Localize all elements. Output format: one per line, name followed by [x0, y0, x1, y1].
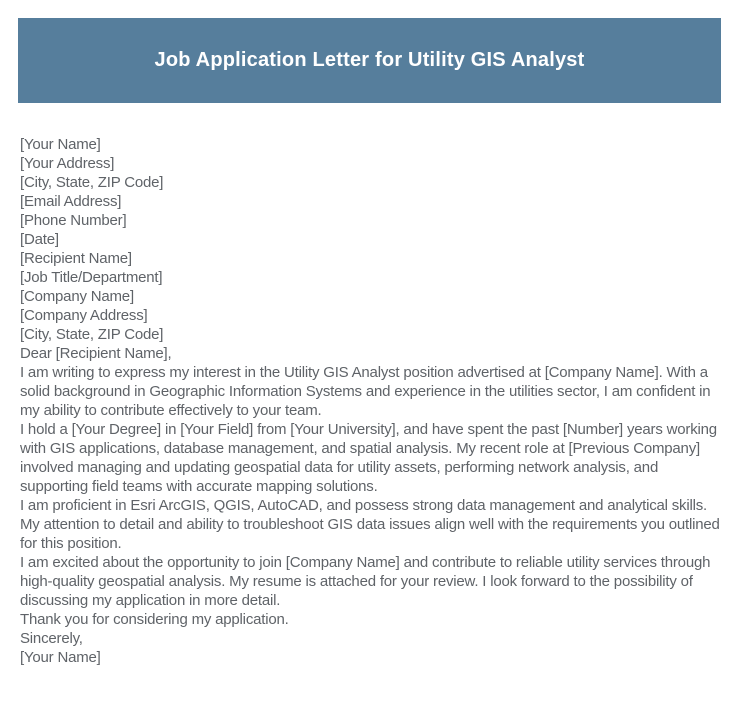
sender-email-placeholder: [Email Address]: [20, 193, 122, 210]
recipient-company-name-placeholder: [Company Name]: [20, 288, 134, 305]
recipient-job-title-department-placeholder: [Job Title/Department]: [20, 269, 163, 286]
recipient-company-address-placeholder: [Company Address]: [20, 307, 148, 324]
sender-address-placeholder: [Your Address]: [20, 155, 115, 172]
letter-title-bar: [18, 18, 721, 103]
paragraph-introduction: I am writing to express my interest in the Utility GIS Analyst position advertised at [Company Name]. With a solid background in Geographic Information Systems and experience in the utilities sector, I am confident in my ability to contribute effectively to your team.: [20, 364, 711, 419]
sender-phone-placeholder: [Phone Number]: [20, 212, 127, 229]
sender-city-state-zip-placeholder: [City, State, ZIP Code]: [20, 174, 164, 191]
salutation-line: Dear [Recipient Name],: [20, 345, 172, 362]
thank-you-line: Thank you for considering my application.: [20, 611, 289, 628]
sender-name-placeholder: [Your Name]: [20, 136, 101, 153]
letter-body: [20, 135, 720, 667]
recipient-city-state-zip-placeholder: [City, State, ZIP Code]: [20, 326, 164, 343]
letter-document: [0, 18, 740, 704]
page-title: Job Application Letter for Utility GIS Analyst: [154, 49, 585, 71]
date-placeholder: [Date]: [20, 231, 59, 248]
recipient-name-placeholder: [Recipient Name]: [20, 250, 132, 267]
signature-name-placeholder: [Your Name]: [20, 649, 101, 666]
signoff-line: Sincerely,: [20, 630, 83, 647]
paragraph-skills: I am proficient in Esri ArcGIS, QGIS, AutoCAD, and possess strong data management and analytical skills. My attention to detail and ability to troubleshoot GIS data issues align well with the requirements you outlined for this position.: [20, 497, 720, 552]
paragraph-closing: I am excited about the opportunity to join [Company Name] and contribute to reliable utility services through high-quality geospatial analysis. My resume is attached for your review. I look forward to the possibility of discussing my application in more detail.: [20, 554, 711, 609]
paragraph-experience: I hold a [Your Degree] in [Your Field] from [Your University], and have spent the past [Number] years working with GIS applications, database management, and spatial analysis. My recent role at [Previous Company] involved managing and updating geospatial data for utility assets, performing network analysis, and supporting field teams with accurate mapping solutions.: [20, 421, 717, 495]
